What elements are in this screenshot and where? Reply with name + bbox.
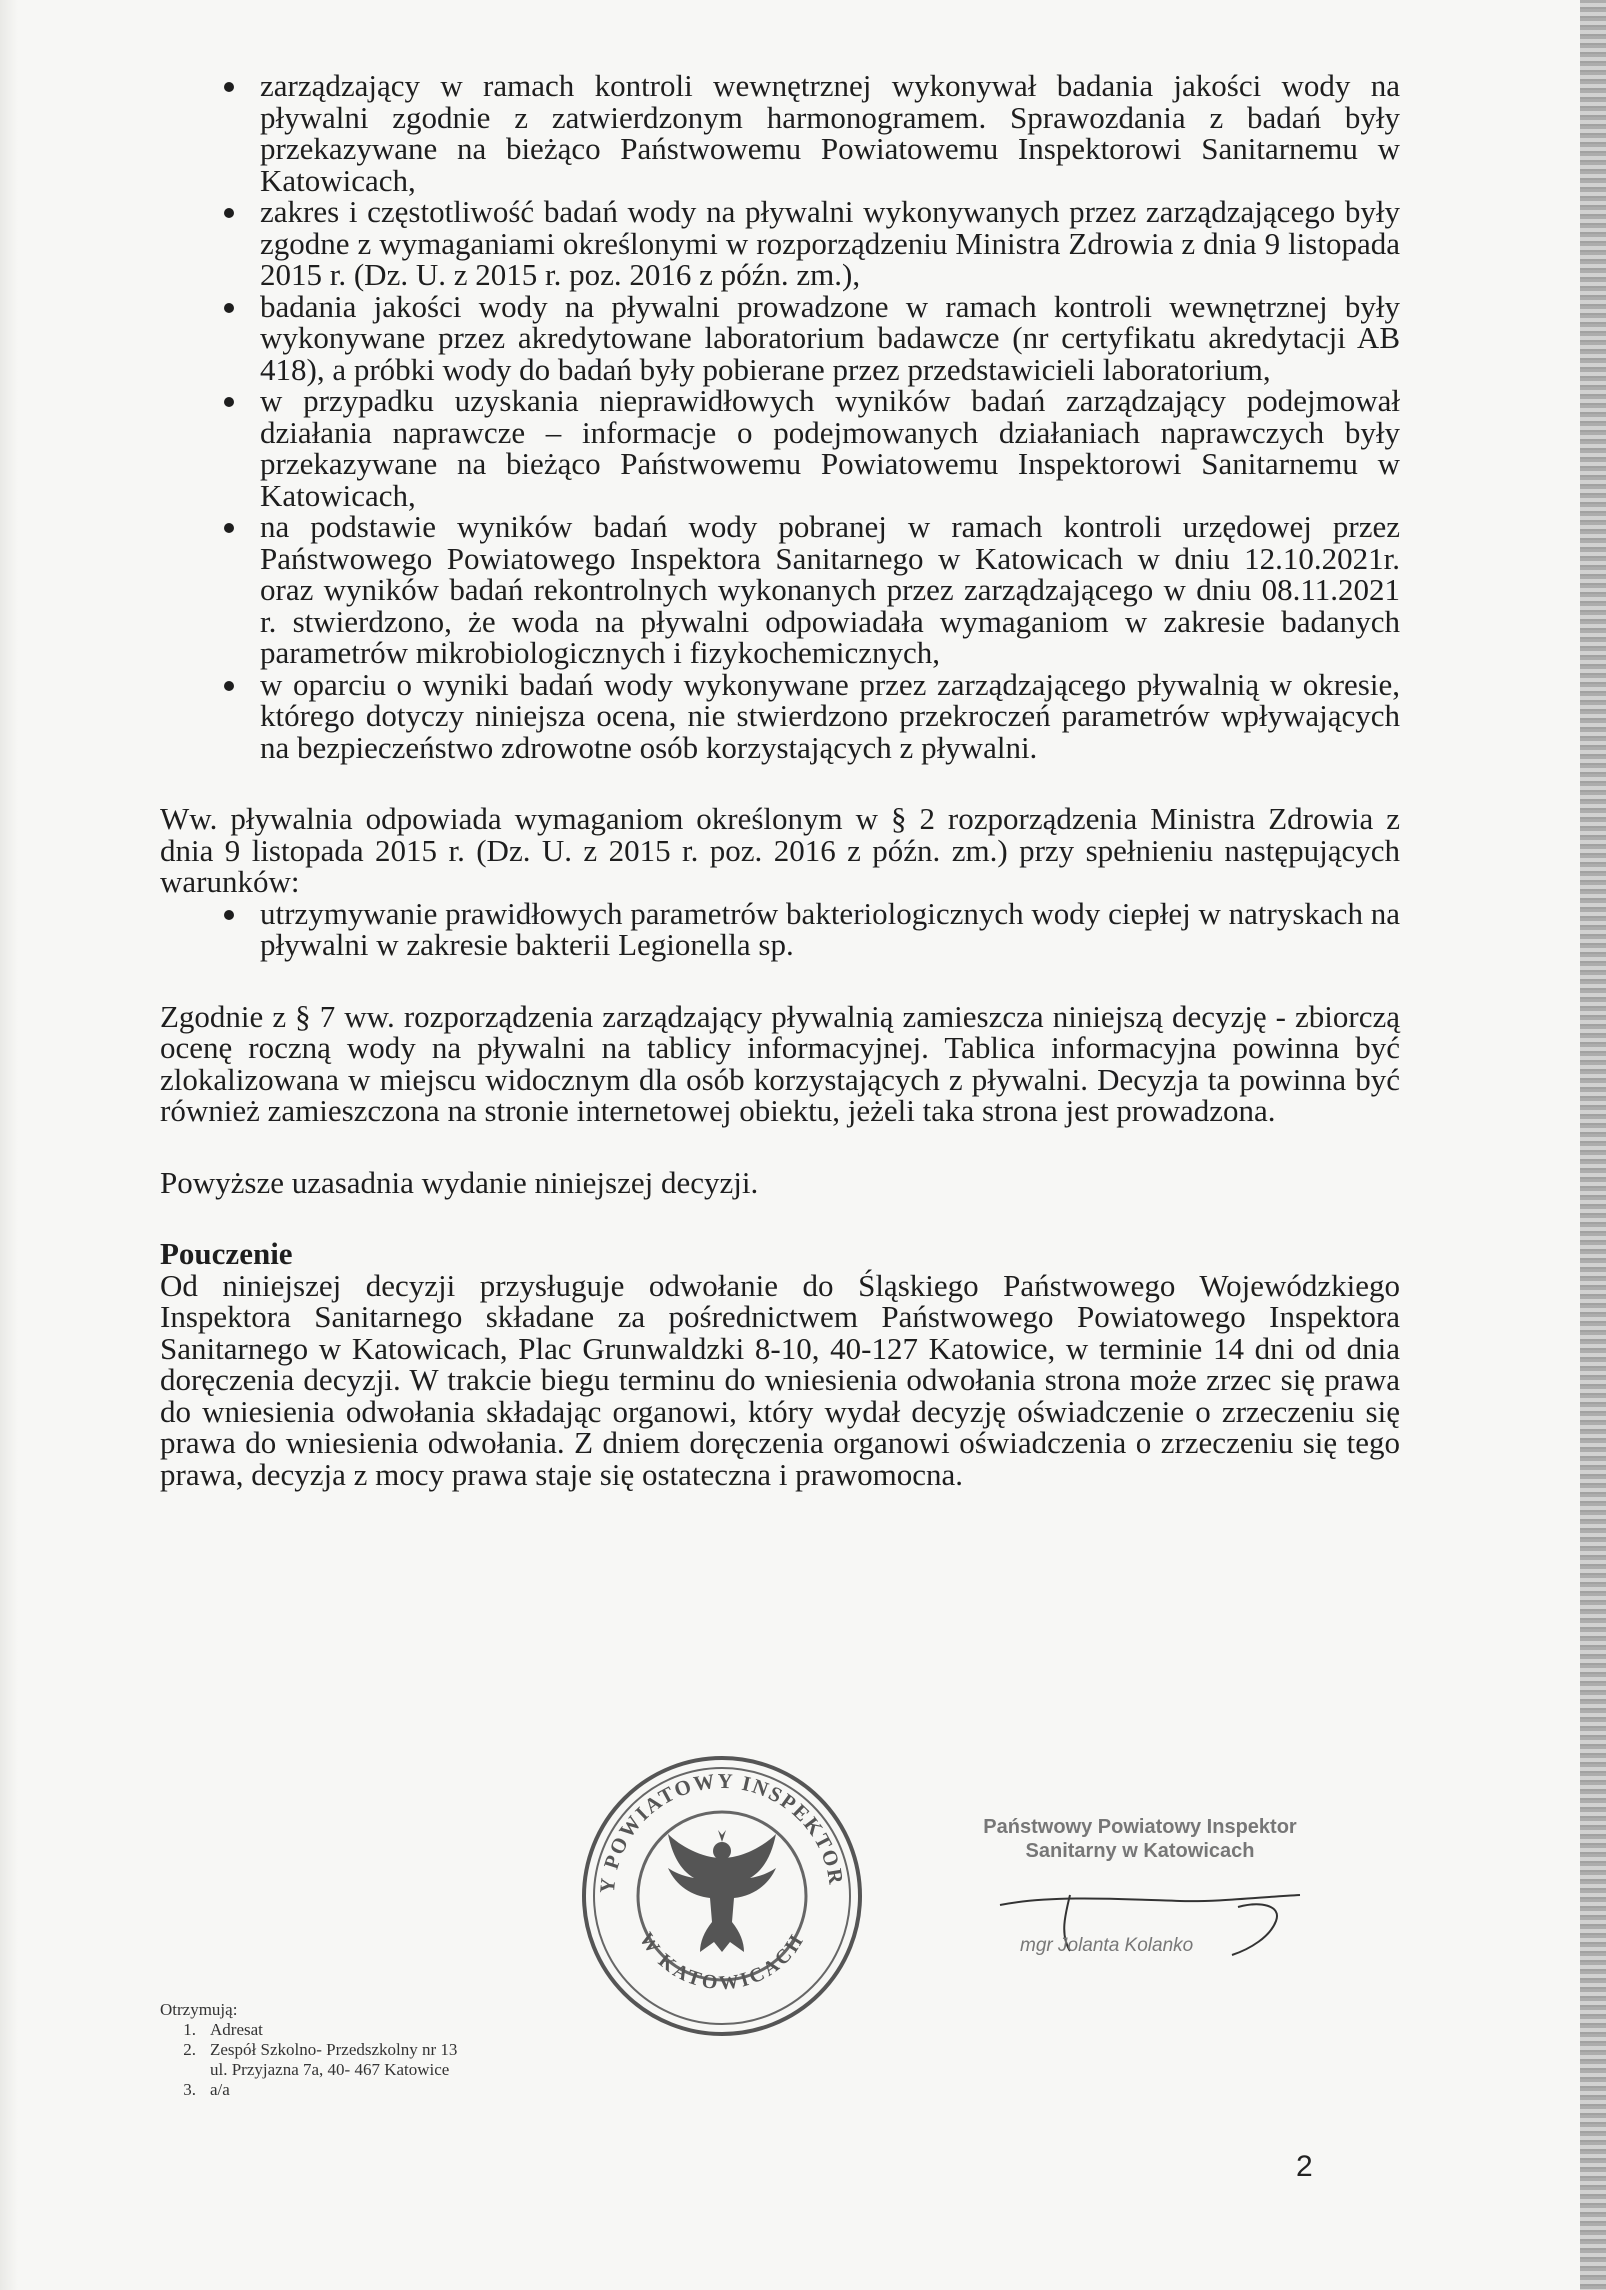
finding-item: zakres i częstotliwość badań wody na pływalni wykonywanych przez zarządzającego były zgodne z wymaganiami określonymi w rozporządzeniu Ministra Zdrowia z dnia 9 listopada 2015 r. (Dz. U. z 2015 r. poz. 2016 z późn. zm.),: [160, 196, 1400, 291]
recipient-item: 3. a/a: [183, 2080, 230, 2099]
instruction-heading: Pouczenie: [160, 1236, 293, 1271]
recipients-block: [160, 2000, 457, 2100]
seal-text: Y POWIATOWY INSPEKTOR: [594, 1768, 849, 1895]
seal-graphic: [572, 1746, 872, 2046]
finding-item: w oparciu o wyniki badań wody wykonywane przez zarządzającego pływalnią w okresie, którego dotyczy niniejsza ocena, nie stwierdzono przekroczeń parametrów wpływających na bezpieczeństwo zdrowotne osób korzystających z pływalni.: [160, 669, 1400, 764]
document-body: [160, 70, 1400, 1490]
justification-paragraph: Powyższe uzasadnia wydanie niniejszej decyzji.: [160, 1164, 759, 1200]
page-number: 2: [1296, 2150, 1313, 2183]
signatory-title-line2: Sanitarny w Katowicach: [1025, 1840, 1255, 1862]
recipient-item: 2. Zespół Szkolno- Przedszkolny nr 13: [183, 2040, 458, 2059]
instruction-paragraph: Od niniejszej decyzji przysługuje odwołanie do Śląskiego Państwowego Wojewódzkiego Inspektora Sanitarnego składane za pośrednictwem Państwowego Powiatowego Inspektora Sanitarnego w Katowicach, Plac Grunwaldzki 8-10, 40-127 Katowice, w terminie 14 dni od dnia doręczenia decyzji. W trakcie biegu terminu do wniesienia odwołania strona może zrzec się prawa do wniesienia odwołania składając organowi, który wydał decyzję oświadczenie o zrzeczeniu się prawa do wniesienia odwołania. Z dniem doręczenia organowi oświadczenia o zrzeczeniu się tego prawa, decyzja z mocy prawa staje się ostateczna i prawomocna.: [160, 1267, 1400, 1492]
eagle-emblem-icon: [668, 1830, 776, 1952]
condition-item: utrzymywanie prawidłowych parametrów bakteriologicznych wody ciepłej w natryskach na pływalni w zakresie bakterii Legionella sp.: [160, 898, 1400, 961]
finding-item: zarządzający w ramach kontroli wewnętrznej wykonywał badania jakości wody na pływalni zgodnie z zatwierdzonym harmonogramem. Sprawozdania z badań były przekazywane na bieżąco Państwowemu Powiatowemu Inspektorowi Sanitarnemu w Katowicach,: [160, 70, 1400, 196]
finding-item: badania jakości wody na pływalni prowadzone w ramach kontroli wewnętrznej były wykonywane przez akredytowane laboratorium badawcze (nr certyfikatu akredytacji AB 418), a próbki wody do badań były pobierane przez przedstawicieli laboratorium,: [160, 291, 1400, 386]
finding-item: w przypadku uzyskania nieprawidłowych wyników badań zarządzający podejmował działania naprawcze – informacje o podejmowanych działaniach naprawczych były przekazywane na bieżąco Państwowemu Powiatowemu Inspektorowi Sanitarnemu w Katowicach,: [160, 385, 1400, 511]
finding-item: na podstawie wyników badań wody pobranej w ramach kontroli urzędowej przez Państwowego Powiatowego Inspektora Sanitarnego w Katowicach w dniu 12.10.2021r. oraz wyników badań rekontrolnych wykonanych przez zarządzającego w dniu 08.11.2021 r. stwierdzono, że woda na pływalni odpowiadała wymaganiom w zakresie badanych parametrów mikrobiologicznych i fizykochemicznych,: [160, 511, 1400, 669]
scan-left-edge: [0, 0, 18, 2290]
recipient-item: 1. Adresat: [183, 2020, 263, 2039]
signatory-name: mgr Jolanta Kolanko: [1020, 1935, 1194, 1956]
recipient-address: ul. Przyjazna 7a, 40- 467 Katowice: [210, 2060, 450, 2079]
seal-bottom-text: W KATOWICACH: [634, 1928, 810, 1995]
signature-block: [920, 1815, 1360, 1995]
conditions-list: [160, 895, 1400, 962]
conditions-paragraph: Ww. pływalnia odpowiada wymaganiom określonym w § 2 rozporządzenia Ministra Zdrowia z dnia 9 listopada 2015 r. (Dz. U. z 2015 r. poz. 2016 z późn. zm.) przy spełnieniu następujących warunków:: [160, 801, 1400, 899]
findings-list: [160, 70, 1400, 763]
publication-paragraph: Zgodnie z § 7 ww. rozporządzenia zarządzający pływalnią zamieszcza niniejszą decyzję - zbiorczą ocenę roczną wody na pływalni na tablicy informacyjnej. Tablica informacyjna powinna być zlokalizowana w miejscu widocznym dla osób korzystających z pływalni. Decyzja ta powinna być również zamieszczona na stronie internetowej obiektu, jeżeli taka strona jest prowadzona.: [160, 998, 1400, 1128]
signatory-title-line1: Państwowy Powiatowy Inspektor: [983, 1816, 1297, 1838]
scan-right-edge: [1580, 0, 1606, 2290]
official-seal: [572, 1746, 872, 2046]
recipients-label: Otrzymują:: [160, 2000, 238, 2019]
